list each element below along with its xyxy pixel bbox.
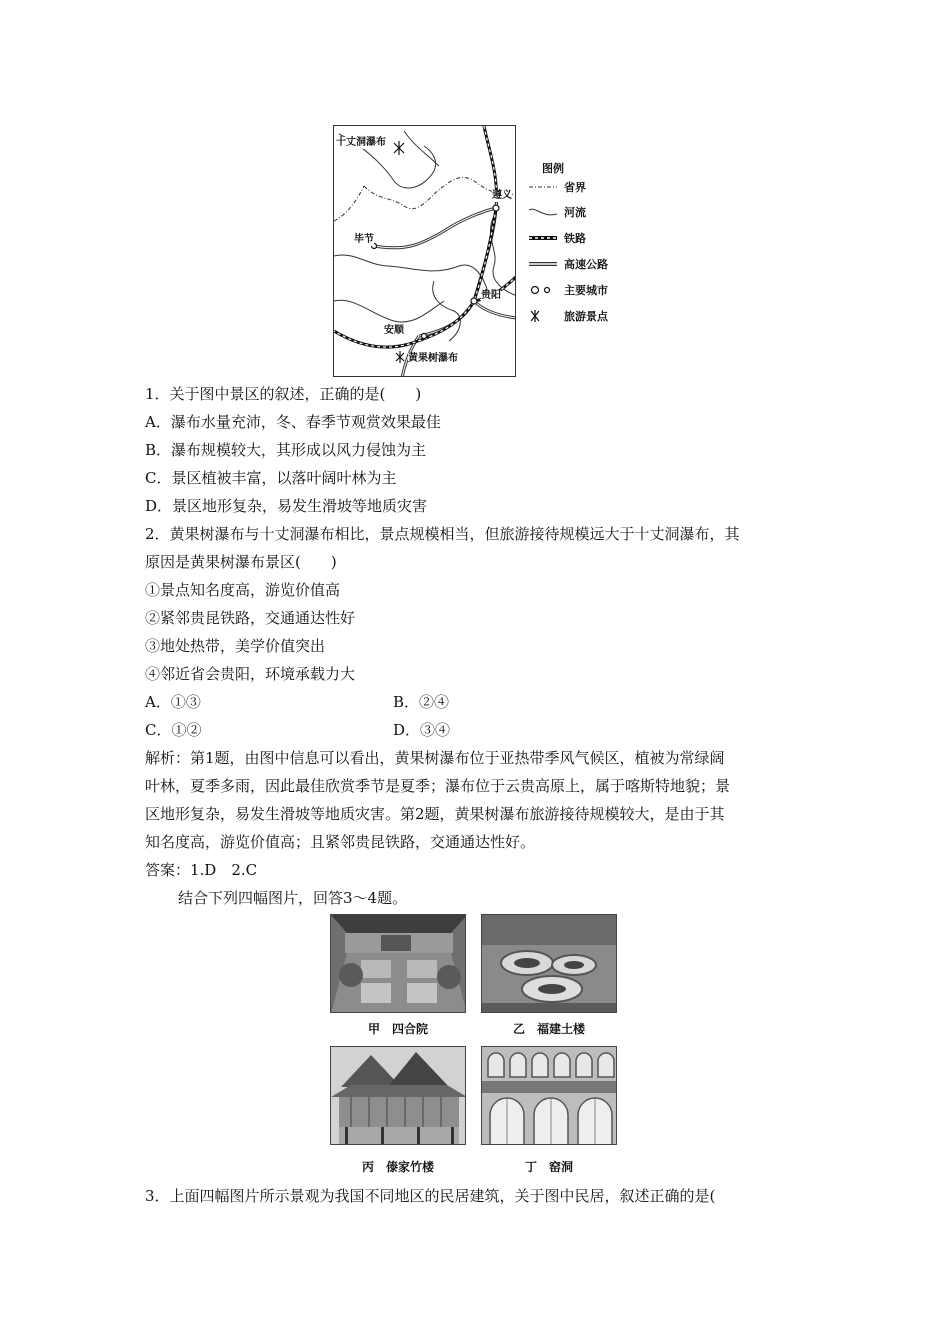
city-zunyi-marker <box>493 205 499 211</box>
city-guiyang-marker <box>471 298 477 304</box>
label-guiyang: 贵阳 <box>481 290 501 301</box>
label-zunyi: 遵义 <box>492 190 512 201</box>
highway-icon <box>528 258 558 270</box>
legend-item <box>528 282 638 298</box>
caption-siheyuan: 甲 四合院 <box>367 1022 428 1036</box>
legend-label: 河流 <box>564 206 586 219</box>
siheyuan-picture <box>331 915 466 1013</box>
q2-stem-line2: 原因是黄果树瀑布景区( ) <box>145 553 337 571</box>
province-border-icon <box>528 181 558 193</box>
q1-option-d: D．景区地形复杂，易发生滑坡等地质灾害 <box>145 497 428 515</box>
river-icon <box>528 206 558 218</box>
label-huangguoshu: 黄果树瀑布 <box>408 353 458 364</box>
photo-siheyuan <box>330 914 466 1013</box>
q2-option-d: D．③④ <box>393 721 451 739</box>
guizhou-map <box>333 125 516 377</box>
legend-item <box>528 256 638 272</box>
analysis-line-1: 解析：第1题，由图中信息可以看出，黄果树瀑布位于亚热带季风气候区，植被为常绿阔 <box>145 749 725 767</box>
legend-item <box>528 179 638 195</box>
photo-zhulou <box>330 1046 466 1145</box>
scenic-spot-icon <box>528 310 558 322</box>
q2-option-c: C．①② <box>145 721 202 739</box>
caption-tulou: 乙 福建土楼 <box>512 1022 585 1036</box>
map-legend <box>528 160 638 330</box>
analysis-line-2: 叶林，夏季多雨，因此最佳欣赏季节是夏季；瀑布位于云贵高原上，属于喀斯特地貌；景 <box>145 777 731 795</box>
q2-stem-line1: 2．黄果树瀑布与十丈洞瀑布相比，景点规模相当，但旅游接待规模远大于十丈洞瀑布，其 <box>145 525 740 543</box>
legend-label: 旅游景点 <box>564 310 608 323</box>
city-icon <box>528 284 558 296</box>
q2-statement-4: ④邻近省会贵阳，环境承载力大 <box>145 665 356 683</box>
q1-option-c: C．景区植被丰富，以落叶阔叶林为主 <box>145 469 397 487</box>
legend-label: 铁路 <box>564 232 586 245</box>
q2-statement-1: ①景点知名度高，游览价值高 <box>145 581 341 599</box>
legend-label: 省界 <box>564 181 586 194</box>
river <box>334 255 489 296</box>
q2-option-a: A．①③ <box>145 693 201 711</box>
photo-tulou <box>481 914 617 1013</box>
yaodong-picture <box>482 1047 617 1145</box>
q3-stem: 3．上面四幅图片所示景观为我国不同地区的民居建筑，关于图中民居，叙述正确的是( <box>145 1187 716 1205</box>
caption-zhulou: 丙 傣家竹楼 <box>361 1160 434 1174</box>
answer-line: 答案：1.D 2.C <box>145 861 258 879</box>
label-bijie: 毕节 <box>354 234 374 245</box>
analysis-line-4: 知名度高，游览价值高；且紧邻贵昆铁路，交通通达性好。 <box>145 833 536 851</box>
river <box>404 131 439 166</box>
legend-title: 图例 <box>542 162 564 175</box>
legend-label: 高速公路 <box>564 258 608 271</box>
q2-option-b: B．②④ <box>393 693 450 711</box>
q2-statement-2: ②紧邻贵昆铁路，交通通达性好 <box>145 609 356 627</box>
label-shizhangdong: 十丈洞瀑布 <box>336 137 386 148</box>
legend-item <box>528 230 638 246</box>
map-drawing <box>334 126 516 377</box>
photo-yaodong <box>481 1046 617 1145</box>
tulou-picture <box>482 915 617 1013</box>
river <box>334 300 444 322</box>
city-anshun-marker <box>422 334 427 339</box>
scenic-spot-marker <box>396 351 404 363</box>
label-anshun: 安顺 <box>384 325 404 336</box>
q1-option-a: A．瀑布水量充沛，冬、春季节观赏效果最佳 <box>145 413 441 431</box>
province-border <box>334 186 364 221</box>
q1-stem: 1．关于图中景区的叙述，正确的是( ) <box>145 385 422 403</box>
legend-item <box>528 308 638 324</box>
zhulou-picture <box>331 1047 466 1145</box>
legend-label: 主要城市 <box>564 284 608 297</box>
q1-option-b: B．瀑布规模较大，其形成以风力侵蚀为主 <box>145 441 427 459</box>
scenic-spot-marker <box>394 141 404 155</box>
legend-item <box>528 204 638 220</box>
railway-icon <box>528 232 558 244</box>
intro-3-4: 结合下列四幅图片，回答3～4题。 <box>178 889 408 907</box>
caption-yaodong: 丁 窑洞 <box>524 1160 573 1174</box>
analysis-line-3: 区地形复杂，易发生滑坡等地质灾害。第2题，黄果树瀑布旅游接待规模较大，是由于其 <box>145 805 725 823</box>
q2-statement-3: ③地处热带，美学价值突出 <box>145 637 326 655</box>
